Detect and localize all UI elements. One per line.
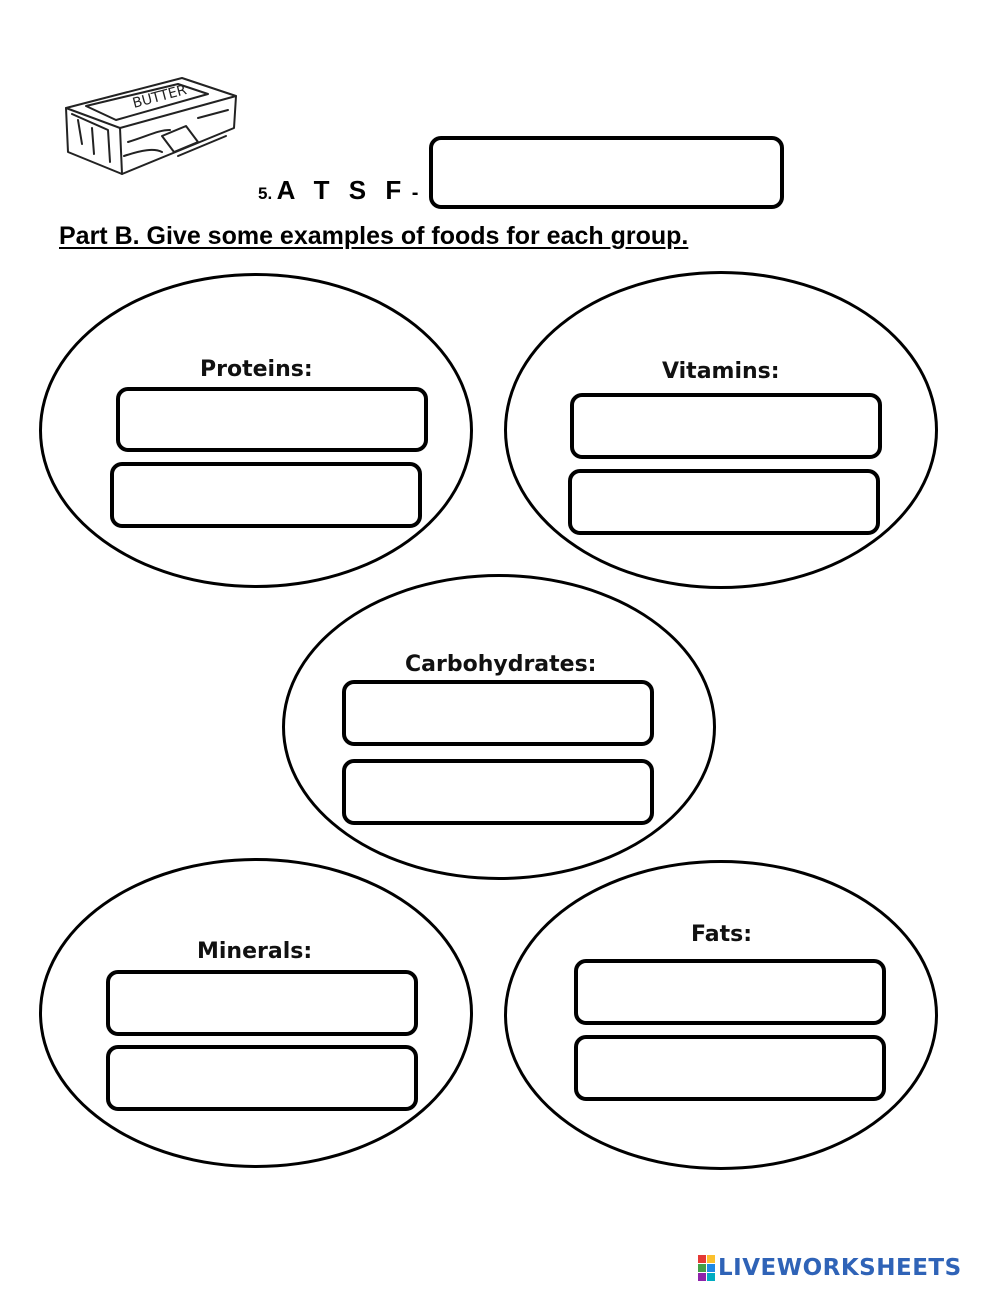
carbohydrates-label: Carbohydrates: [405, 652, 597, 677]
brand-name: LIVEWORKSHEETS [718, 1255, 962, 1281]
liveworksheets-logo [698, 1255, 962, 1281]
question-number: 5. [258, 184, 273, 203]
liveworksheets-icon [698, 1255, 715, 1281]
proteins-answer-1[interactable] [116, 387, 428, 452]
fats-answer-2[interactable] [574, 1035, 886, 1101]
proteins-answer-2[interactable] [110, 462, 422, 528]
part-b-heading: Part B. Give some examples of foods for each group. [59, 222, 689, 250]
vitamins-answer-2[interactable] [568, 469, 880, 535]
vitamins-answer-1[interactable] [570, 393, 882, 459]
vitamins-label: Vitamins: [662, 359, 780, 384]
logo-square [707, 1255, 715, 1263]
fats-answer-1[interactable] [574, 959, 886, 1025]
logo-square [698, 1264, 706, 1272]
logo-square [698, 1273, 706, 1281]
logo-square [707, 1264, 715, 1272]
proteins-label: Proteins: [200, 357, 313, 382]
butter-label: BUTTER [130, 82, 189, 112]
logo-square [707, 1273, 715, 1281]
question-dash: - [411, 182, 419, 204]
minerals-answer-2[interactable] [106, 1045, 418, 1111]
question-5-answer-field[interactable] [429, 136, 784, 209]
logo-square [698, 1255, 706, 1263]
question-5 [258, 175, 418, 206]
carbohydrates-answer-1[interactable] [342, 680, 654, 746]
minerals-answer-1[interactable] [106, 970, 418, 1036]
fats-label: Fats: [691, 922, 752, 947]
scrambled-letters: A T S F [276, 175, 408, 205]
carbohydrates-answer-2[interactable] [342, 759, 654, 825]
minerals-label: Minerals: [197, 939, 313, 964]
butter-illustration [58, 70, 248, 185]
